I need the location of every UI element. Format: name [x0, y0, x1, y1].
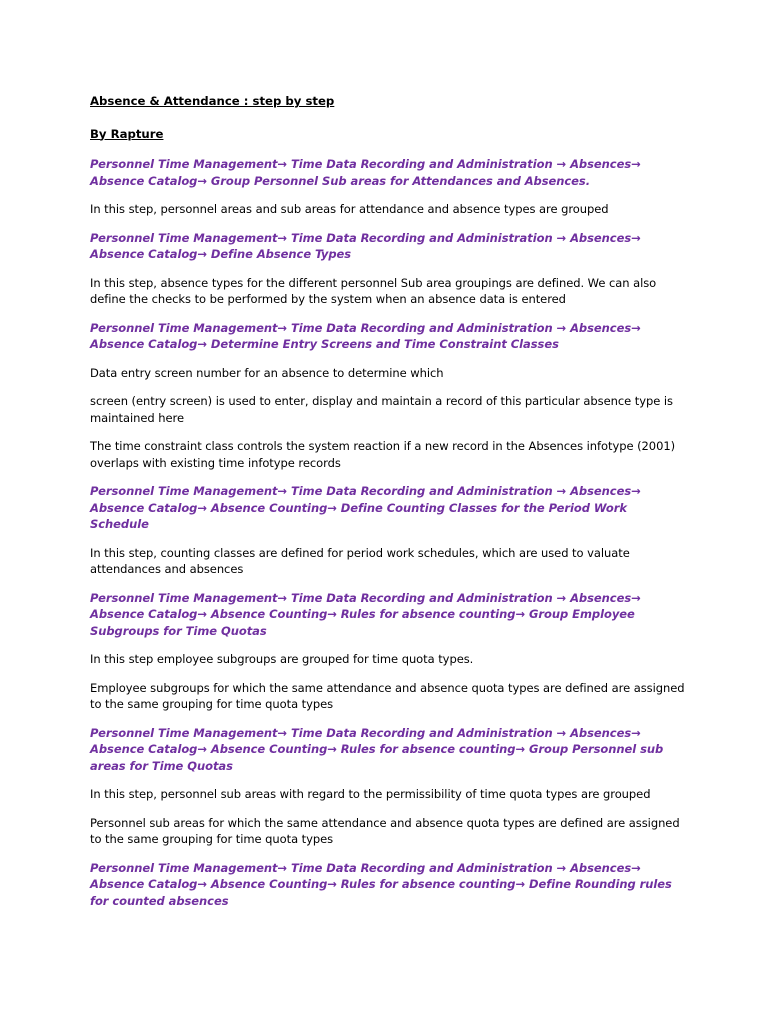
document-author: By Rapture [90, 126, 164, 141]
menu-path: Personnel Time Management→ Time Data Recording and Administration → Absences→ Absence Catalog→ Absence Counting→ Rules for absence counting→ Define Rounding rules for counted absences [90, 860, 672, 908]
paragraph: Personnel sub areas for which the same attendance and absence quota types are defined are assigned to the same grouping for time quota types [90, 815, 680, 846]
menu-path: Personnel Time Management→ Time Data Recording and Administration → Absences→ Absence Catalog→ Absence Counting→ Rules for absence counting→ Group Employee Subgroups for Time Quotas [90, 590, 641, 638]
document-content [90, 93, 686, 921]
paragraph: The time constraint class controls the system reaction if a new record in the Absences infotype (2001) overlaps with existing time infotype records [90, 439, 676, 470]
document-title: Absence & Attendance : step by step [90, 94, 335, 108]
paragraph: In this step, counting classes are defined for period work schedules, which are used to valuate attendances and absences [90, 545, 630, 576]
paragraph: In this step employee subgroups are grouped for time quota types. [90, 652, 474, 666]
menu-path: Personnel Time Management→ Time Data Recording and Administration → Absences→ Absence Catalog→ Define Absence Types [90, 230, 641, 261]
paragraph: In this step, absence types for the different personnel Sub area groupings are defined. We can also define the checks to be performed by the system when an absence data is entered [90, 275, 657, 306]
menu-path: Personnel Time Management→ Time Data Recording and Administration → Absences→ Absence Catalog→ Absence Counting→ Define Counting Classes for the Period Work Schedule [90, 484, 641, 531]
menu-path: Personnel Time Management→ Time Data Recording and Administration → Absences→ Absence Catalog→ Group Personnel Sub areas for Attendances and Absences. [90, 157, 641, 188]
menu-path: Personnel Time Management→ Time Data Recording and Administration → Absences→ Absence Catalog→ Absence Counting→ Rules for absence counting→ Group Personnel sub areas for Time Quotas [90, 725, 664, 773]
paragraph: In this step, personnel sub areas with regard to the permissibility of time quota types are grouped [90, 787, 651, 801]
paragraph: In this step, personnel areas and sub areas for attendance and absence types are grouped [90, 202, 609, 216]
paragraph: screen (entry screen) is used to enter, display and maintain a record of this particular absence type is maintained here [90, 394, 673, 425]
menu-path: Personnel Time Management→ Time Data Recording and Administration → Absences→ Absence Catalog→ Determine Entry Screens and Time Constraint Classes [90, 320, 641, 351]
paragraph: Data entry screen number for an absence to determine which [90, 365, 444, 380]
paragraph: Employee subgroups for which the same attendance and absence quota types are defined are assigned to the same grouping for time quota types [90, 680, 685, 711]
